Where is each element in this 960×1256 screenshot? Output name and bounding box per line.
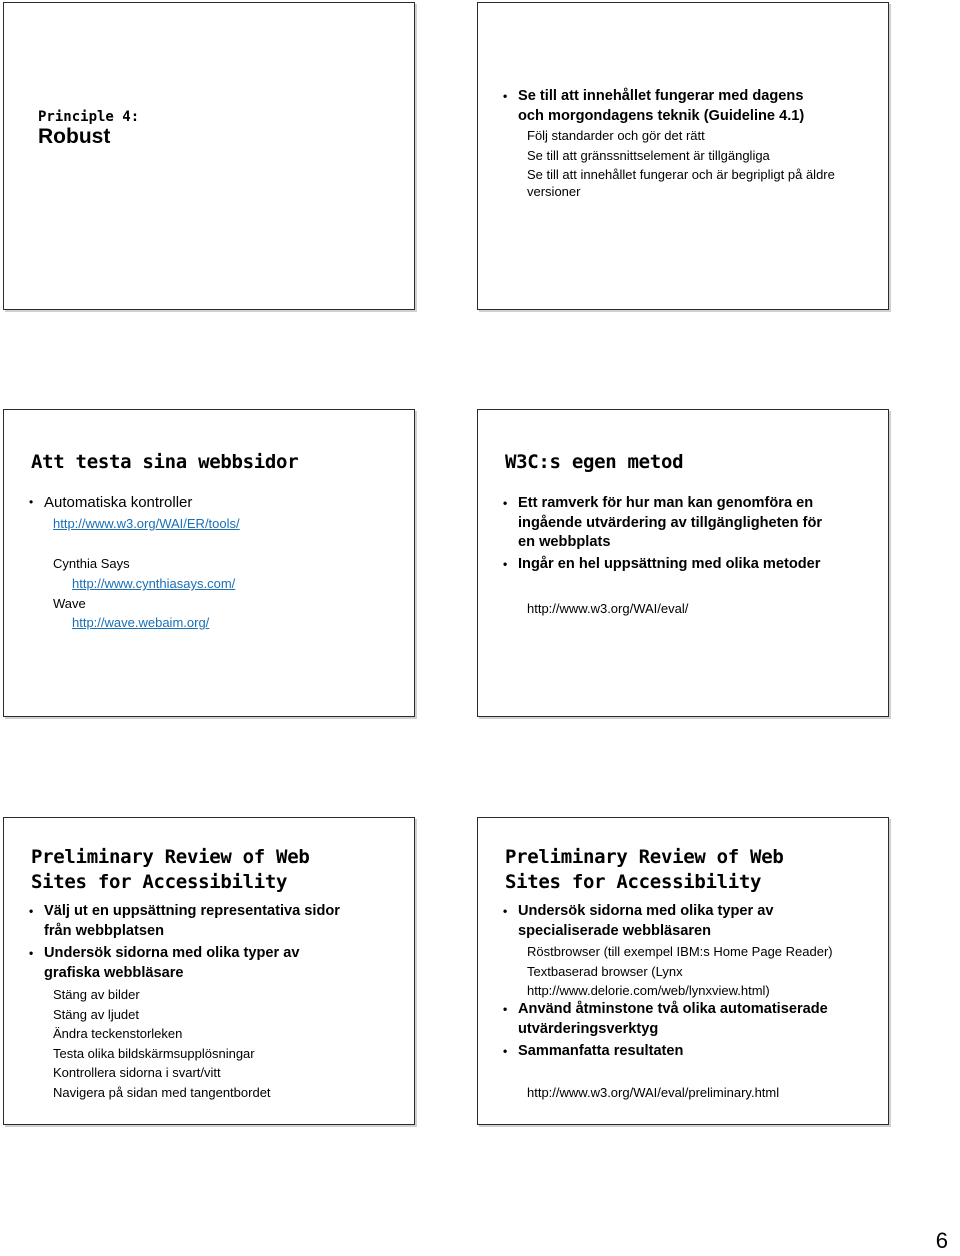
sub-item: Ändra teckenstorleken xyxy=(53,1026,183,1041)
slide-w3c-metod xyxy=(477,409,889,717)
slide-testa-webbsidor xyxy=(3,409,415,717)
wave-link[interactable]: http://wave.webaim.org/ xyxy=(72,615,210,630)
bullet-item: • Ingår en hel uppsättning med olika metoder xyxy=(518,555,820,575)
sub-item: Stäng av bilder xyxy=(53,987,140,1002)
bullet-item: • Se till att innehållet fungerar med dagens och morgondagens teknik (Guideline 4.1) xyxy=(503,88,805,124)
sub-list xyxy=(527,126,835,201)
sub-item: Testa olika bildskärmsupplösningar xyxy=(53,1045,255,1061)
slide-preliminary-review-2 xyxy=(477,817,889,1125)
bullet-dot: • xyxy=(503,496,508,510)
sub-item: Navigera på sidan med tangentbordet xyxy=(53,1084,271,1100)
cynthia-link[interactable]: http://www.cynthiasays.com/ xyxy=(72,576,236,591)
tool-name: Cynthia Says xyxy=(53,556,130,571)
bullet-item: • Automatiska kontroller xyxy=(29,494,193,511)
bullet-dot: • xyxy=(503,1002,508,1016)
slide-guideline-4-1 xyxy=(477,2,889,310)
slide-title: Robust xyxy=(38,125,111,148)
slide-principle-4 xyxy=(3,2,415,310)
slide-title: Preliminary Review of Web Sites for Accessibility xyxy=(505,846,784,893)
slide-title: Preliminary Review of Web Sites for Accessibility xyxy=(31,846,310,893)
bullet-dot: • xyxy=(29,904,34,918)
slide-label: Principle 4: xyxy=(38,109,140,125)
bullet-dot: • xyxy=(29,946,34,960)
bullet-dot: • xyxy=(503,1044,508,1058)
tool-name: Wave xyxy=(53,596,86,611)
slide-title: W3C:s egen metod xyxy=(505,451,684,473)
bullet-item: • Välj ut en uppsättning representativa sidor från webbplatsen xyxy=(29,903,340,939)
slide-preliminary-review-1 xyxy=(3,817,415,1125)
sub-item: Följ standarder och gör det rätt xyxy=(527,128,705,143)
sub-item: Se till att gränssnittselement är tillgängliga xyxy=(527,147,770,163)
page-number: 6 xyxy=(935,1228,948,1253)
bullet-dot: • xyxy=(503,89,508,103)
bullet-dot: • xyxy=(29,495,34,509)
sub-item: Röstbrowser (till exempel IBM:s Home Page Reader) xyxy=(527,944,833,959)
sub-item: Textbaserad browser (Lynx http://www.delorie.com/web/lynxview.html) xyxy=(527,964,770,998)
sub-item: Se till att innehållet fungerar och är begripligt på äldre xyxy=(527,167,835,182)
bullet-dot: • xyxy=(503,557,508,571)
preliminary-url: http://www.w3.org/WAI/eval/preliminary.html xyxy=(527,1085,780,1100)
eval-url: http://www.w3.org/WAI/eval/ xyxy=(527,601,689,616)
bullet-item: • Sammanfatta resultaten xyxy=(518,1042,683,1062)
bullet-item: • Ett ramverk för hur man kan genomföra en ingående utvärdering av tillgängligheten för en webbplats xyxy=(503,495,823,550)
sub-item: versioner xyxy=(527,183,581,199)
slide-title: Att testa sina webbsidor xyxy=(31,451,299,473)
bullet-item: • Undersök sidorna med olika typer av specialiserade webbläsaren xyxy=(503,903,774,939)
sub-item: Kontrollera sidorna i svart/vitt xyxy=(53,1065,221,1080)
sub-item: Stäng av ljudet xyxy=(53,1006,140,1022)
bullet-item: • Använd åtminstone två olika automatiserade utvärderingsverktyg xyxy=(503,1001,828,1037)
bullet-dot: • xyxy=(503,904,508,918)
tools-link[interactable]: http://www.w3.org/WAI/ER/tools/ xyxy=(53,516,240,531)
bullet-item: • Undersök sidorna med olika typer av grafiska webbläsare xyxy=(29,945,300,981)
sub-list xyxy=(53,985,271,1102)
